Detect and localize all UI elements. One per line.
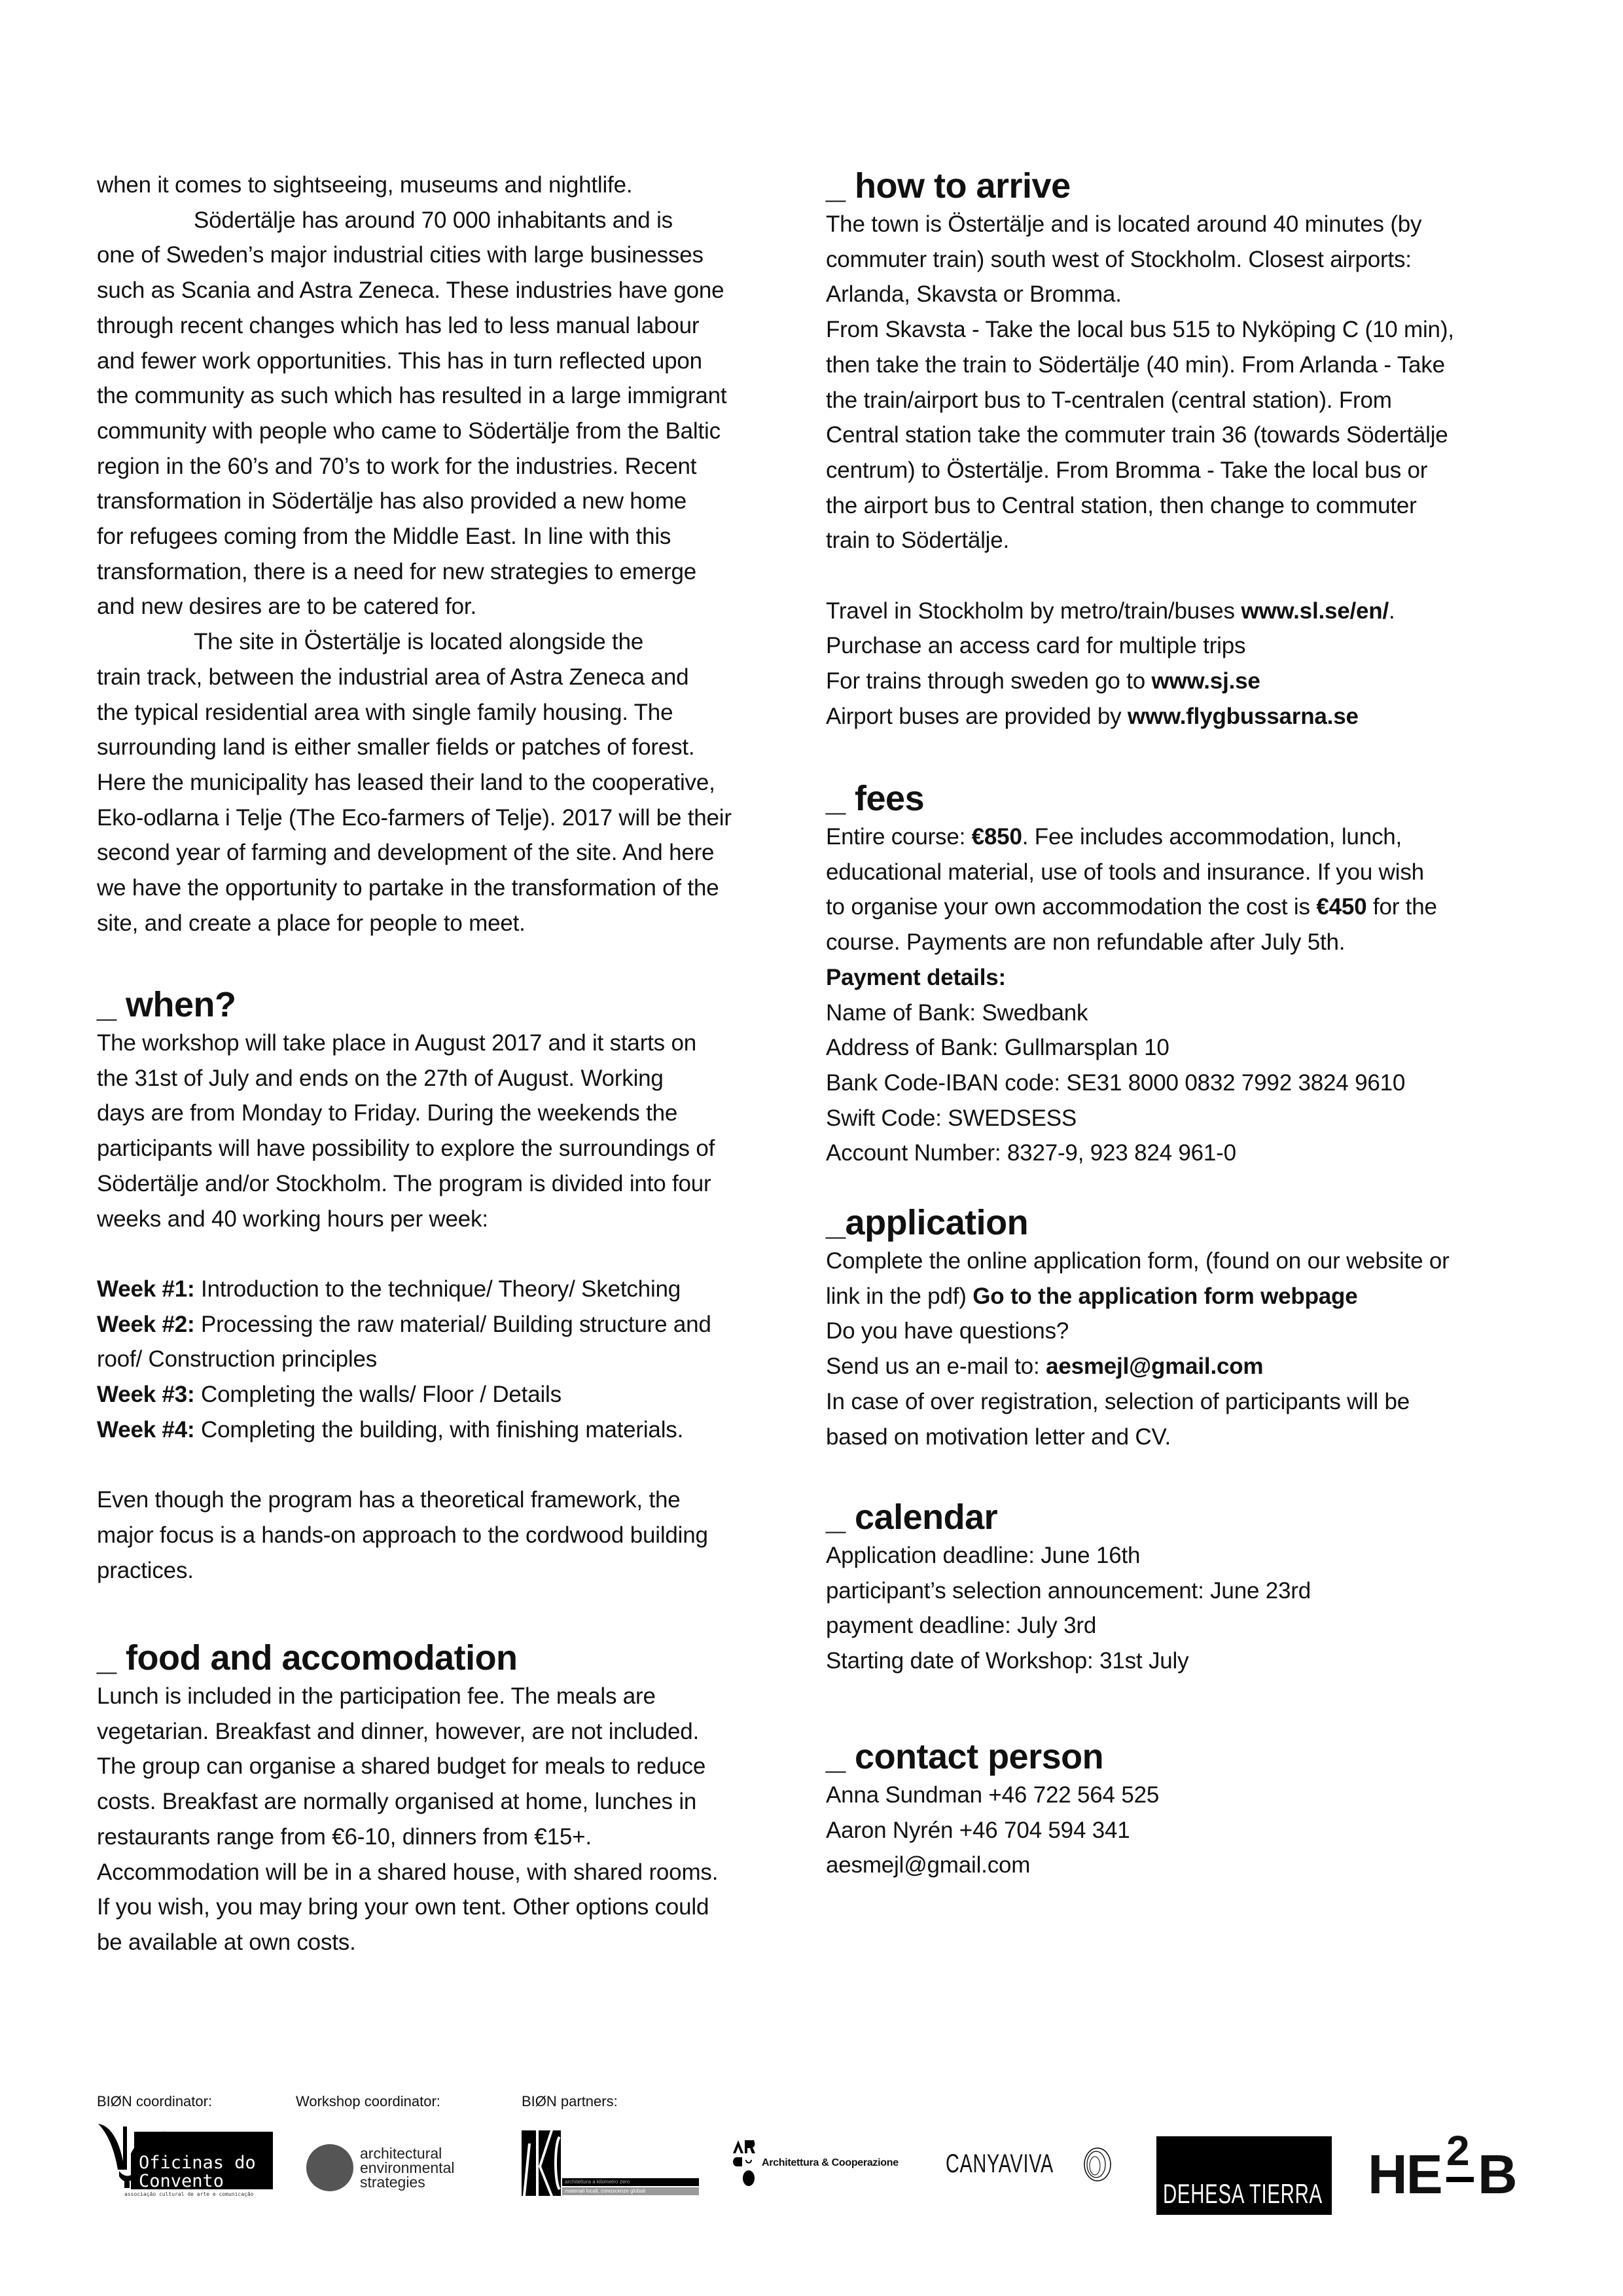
payment-details [826,996,1539,1172]
application-line-5: In case of over registration, selection of participants will be [826,1388,1410,1414]
week-item [97,1307,797,1342]
week-label: Week #4: [97,1416,195,1443]
food-line: If you wish, you may bring your own tent. Other options could [97,1894,709,1920]
body-line: we have the opportunity to partake in the transformation of the [97,875,719,901]
body-line: community with people who came to Södertälje from the Baltic [97,418,721,444]
body-line: the community as such which has resulted in a large immigrant [97,383,727,409]
canyaviva-text: CANYAVIVA [946,2149,1054,2178]
when-line: The workshop will take place in August 2017 and it starts on [97,1030,697,1056]
arrive-line: train to Södertälje. [826,528,1010,554]
he2b-text-2: 2 [1446,2127,1470,2174]
week-item [97,1272,797,1307]
application-line-6: based on motivation letter and CV. [826,1424,1171,1450]
ako-logo [522,2130,698,2199]
section-heading-food: _ food and accomodation [97,1638,518,1677]
payment-line: Account Number: 8327-9, 923 824 961-0 [826,1140,1236,1166]
body-line: Södertälje has around 70 000 inhabitants and is [194,207,673,233]
body-line: the typical residential area with single family housing. The [97,699,673,725]
calendar-section [826,1538,1539,1679]
transport-line: Purchase an access card for multiple trips [826,633,1246,659]
contact-list [826,1778,1539,1883]
arrive-line: Central station take the commuter train 36 (towards Södertälje [826,422,1448,448]
body-line: one of Sweden’s major industrial cities with large businesses [97,242,704,268]
week-label: Week #3: [97,1382,195,1408]
aes-line-3: strategies [360,2174,425,2191]
week-item [97,1412,797,1448]
arco-text: Architettura & Cooperazione [762,2157,899,2168]
ako-mark-icon [522,2130,561,2196]
he2b-logo [1368,2127,1531,2205]
fees-line-1: Entire course: €850. Fee includes accommodation, lunch, [826,824,1402,850]
fee-reduced-price: €450 [1316,894,1367,920]
week-description: Introduction to the technique/ Theory/ Sketching [194,1276,681,1302]
arrive-line: The town is Östertälje and is located around 40 minutes (by [826,211,1422,237]
transport-line: For trains through sweden go to www.sj.se [826,668,1260,694]
contact-section [826,1778,1539,1883]
week-item [97,1377,797,1412]
canyaviva-logo [946,2147,1116,2183]
when-section [97,1026,797,1588]
food-body [97,1679,797,1960]
he2b-text-b: B [1478,2144,1518,2205]
arrive-line: Arlanda, Skavsta or Bromma. [826,281,1122,308]
week-description: roof/ Construction principles [97,1346,378,1372]
when-body [97,1026,797,1236]
email-link[interactable]: aesmejl@gmail.com [1046,1354,1264,1380]
food-line: vegetarian. Breakfast and dinner, however, are not included. [97,1718,699,1744]
week-description: Processing the raw material/ Building structure and [194,1311,711,1337]
website-link[interactable]: www.flygbussarna.se [1127,703,1359,729]
section-heading-contact: _ contact person [826,1737,1104,1776]
contact-item: Aaron Nyrén +46 704 594 341 [826,1817,1130,1843]
application-line-1: Complete the online application form, (found on our website or [826,1248,1450,1274]
closing-line: practices. [97,1557,194,1583]
body-line: transformation in Södertälje has also provided a new home [97,488,687,514]
when-closing [97,1482,797,1588]
body-line: when it comes to sightseeing, museums and nightlife. [97,172,633,198]
when-line: days are from Monday to Friday. During the weekends the [97,1100,678,1126]
dehesa-text: DEHESA TIERRA [1163,2178,1323,2209]
he2b-text-he: HE [1368,2144,1442,2205]
week-item [97,1342,797,1377]
canyaviva-shell-icon [1083,2147,1112,2182]
contact-item: Anna Sundman +46 722 564 525 [826,1782,1160,1808]
fee-full-price: €850 [971,824,1022,850]
he2b-underline [1446,2177,1474,2182]
arrive-line: the train/airport bus to T-centralen (central station). From [826,387,1392,413]
calendar-item: Application deadline: June 16th [826,1543,1141,1568]
ako-band-1: architettura a kilometro zero [562,2178,699,2186]
body-line: second year of farming and development of the site. And here [97,840,715,866]
payment-line: Address of Bank: Gullmarsplan 10 [826,1035,1169,1061]
contact-item: aesmejl@gmail.com [826,1852,1031,1878]
transport-links [826,594,1539,734]
fees-section [826,819,1539,1171]
food-line: costs. Breakfast are normally organised at home, lunches in [97,1789,697,1815]
arco-logo [733,2140,916,2187]
website-link[interactable]: www.sl.se/en/ [1241,598,1389,624]
payment-details-heading: Payment details: [826,964,1006,990]
week-list [97,1272,797,1448]
arco-mark-icon [733,2140,755,2187]
payment-line: Bank Code-IBAN code: SE31 8000 0832 7992 3824 9610 [826,1069,1406,1096]
arrive-line: the airport bus to Central station, then change to commuter [826,492,1417,518]
website-link[interactable]: www.sj.se [1151,668,1260,694]
body-line: Here the municipality has leased their land to the cooperative, [97,769,715,795]
application-line-4: Send us an e-mail to: aesmejl@gmail.com [826,1354,1264,1380]
bion-coordinator-label: BIØN coordinator: [97,2093,213,2109]
body-line: region in the 60’s and 70’s to work for the industries. Recent [97,453,697,479]
when-line: participants will have possibility to explore the surroundings of [97,1136,715,1162]
left-column [97,168,797,941]
bion-partners-label: BIØN partners: [522,2093,618,2109]
week-description: Completing the walls/ Floor / Details [194,1382,562,1408]
arrive-section [826,207,1539,734]
when-line: weeks and 40 working hours per week: [97,1206,488,1232]
closing-line: major focus is a hands-on approach to the cordwood building [97,1522,708,1548]
application-line-3: Do you have questions? [826,1318,1069,1344]
arrive-body [826,207,1539,558]
body-line: and fewer work opportunities. This has in turn reflected upon [97,348,702,374]
oficinas-do-convento-logo [98,2124,275,2202]
week-label: Week #2: [97,1311,195,1337]
calendar-list [826,1538,1539,1679]
section-heading-fees: _ fees [826,779,925,818]
arrive-line: commuter train) south west of Stockholm. Closest airports: [826,246,1412,272]
food-line: Lunch is included in the participation fee. The meals are [97,1683,656,1709]
food-line: The group can organise a shared budget for meals to reduce [97,1753,706,1780]
oficinas-line-1: Oficinas do [139,2153,256,2173]
payment-line: Name of Bank: Swedbank [826,999,1088,1026]
section-heading-arrive: _ how to arrive [826,166,1071,206]
body-line: for refugees coming from the Middle East. In line with this [97,524,671,550]
when-line: Södertälje and/or Stockholm. The program is divided into four [97,1170,711,1196]
aes-logo [306,2140,483,2193]
closing-line: Even though the program has a theoretical framework, the [97,1487,681,1513]
body-line: and new desires are to be catered for. [97,594,476,620]
week-label: Week #1: [97,1276,195,1302]
food-line: Accommodation will be in a shared house, with shared rooms. [97,1859,719,1885]
workshop-coordinator-label: Workshop coordinator: [296,2093,440,2109]
application-form-link[interactable]: Go to the application form webpage [972,1283,1358,1309]
application-line-2: link in the pdf) Go to the application form webpage [826,1283,1358,1309]
aes-circle-icon [306,2144,353,2191]
food-section [97,1679,797,1960]
body-line: Eko-odlarna i Telje (The Eco-farmers of Telje). 2017 will be their [97,804,732,831]
calendar-item: Starting date of Workshop: 31st July [826,1648,1189,1674]
application-section [826,1244,1539,1454]
fees-line-3: to organise your own accommodation the cost is €450 for the [826,894,1437,920]
calendar-item: payment deadline: July 3rd [826,1613,1097,1639]
week-description: Completing the building, with finishing materials. [194,1416,684,1443]
dehesa-tierra-logo [1156,2136,1332,2215]
section-heading-when: _ when? [97,985,236,1024]
body-line: through recent changes which has led to less manual labour [97,312,700,338]
calendar-item: participant’s selection announcement: June 23rd [826,1577,1311,1604]
body-line: surrounding land is either smaller fields or patches of forest. [97,734,695,761]
fees-line-4: course. Payments are non refundable after July 5th. [826,929,1346,956]
section-heading-application: _application [826,1203,1029,1242]
intro-paragraphs [97,168,797,941]
payment-line: Swift Code: SWEDSESS [826,1105,1077,1131]
transport-line: Travel in Stockholm by metro/train/buses www.sl.se/en/. [826,598,1395,624]
food-line: restaurants range from €6-10, dinners from €15+. [97,1823,592,1850]
fees-line-2: educational material, use of tools and insurance. If you wish [826,859,1424,885]
when-line: the 31st of July and ends on the 27th of August. Working [97,1065,664,1091]
arrive-line: From Skavsta - Take the local bus 515 to Nyköping C (10 min), [826,317,1454,343]
arrive-line: then take the train to Södertälje (40 min). From Arlanda - Take [826,351,1445,378]
oficinas-line-2: Convento [139,2171,224,2191]
arrive-line: centrum) to Östertälje. From Bromma - Take the local bus or [826,457,1428,483]
section-heading-calendar: _ calendar [826,1498,998,1537]
aes-line-1: architectural [360,2145,442,2162]
food-line: be available at own costs. [97,1929,356,1955]
ako-band-2: materiali locali, conoscenze globali [562,2187,699,2195]
body-line: site, and create a place for people to meet. [97,910,526,936]
transport-line: Airport buses are provided by www.flygbussarna.se [826,703,1359,729]
oficinas-subtitle: associação cultural de arte e comunicação [124,2191,254,2197]
body-line: such as Scania and Astra Zeneca. These industries have gone [97,278,724,304]
body-line: train track, between the industrial area of Astra Zeneca and [97,664,689,690]
body-line: The site in Östertälje is located alongside the [194,629,644,655]
body-line: transformation, there is a need for new strategies to emerge [97,558,696,584]
aes-line-2: environmental [360,2159,455,2176]
